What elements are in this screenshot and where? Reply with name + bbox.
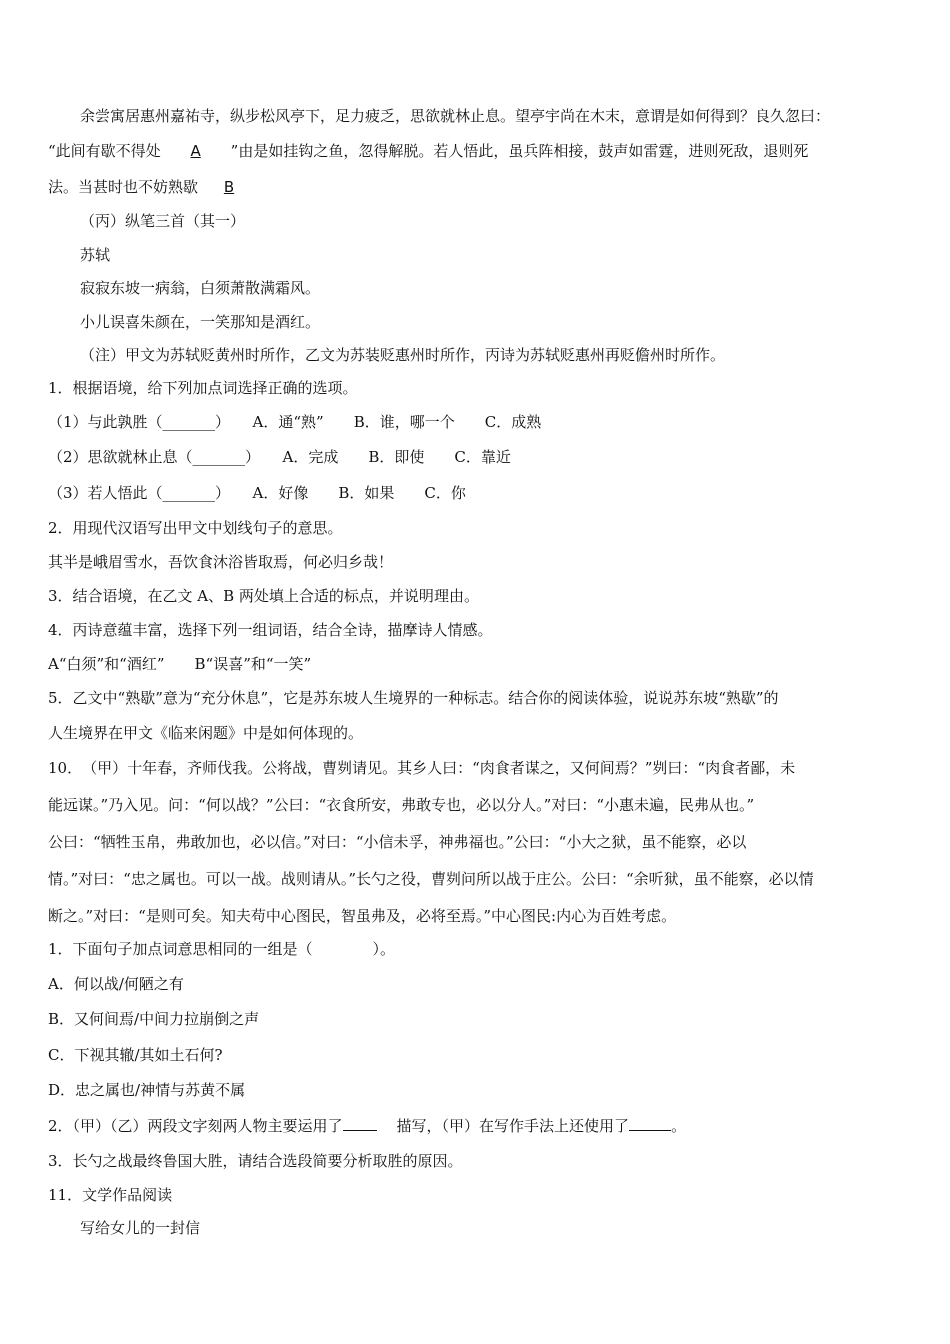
q9-1-item-2: （2）思欲就林止息（_______） A．完成 B．即使 C．靠近 — [48, 448, 511, 466]
q9-1-stem: 1．根据语境，给下列加点词选择正确的选项。 — [48, 379, 358, 397]
q10-2-blank-2 — [629, 1116, 671, 1131]
q10-2-part-1: 2．（甲）（乙）两段文字刻两人物主要运用了 — [48, 1117, 343, 1135]
poem-line-1: 寂寂东坡一病翁，白须萧散满霜风。 — [80, 279, 321, 297]
q9-1-item-3: （3）若人悟此（_______） A．好像 B．如果 C．你 — [48, 484, 466, 502]
q10-1-option-c: C．下视其辙/其如土石何? — [48, 1046, 223, 1064]
poem-note: （注）甲文为苏轼贬黄州时所作，乙文为苏装贬惠州时所作，丙诗为苏轼贬惠州再贬儋州时所作。 — [80, 346, 726, 364]
q9-2: 2．用现代汉语写出甲文中划线句子的意思。 — [48, 519, 343, 537]
poem-title: （丙）纵笔三首（其一） — [80, 212, 246, 230]
passage-b-line-3-start: 法。当甚时也不妨熟歇 — [48, 178, 199, 196]
q9-2-sentence: 其半是峨眉雪水，吾饮食沐浴皆取焉，何必归乡哉！ — [48, 553, 394, 571]
q9-4-options: A“白须”和“酒红” B“误喜”和“一笑” — [48, 655, 312, 673]
q10-3: 3．长勺之战最终鲁国大胜，请结合选段简要分析取胜的原因。 — [48, 1152, 463, 1170]
q11-heading: 11．文学作品阅读 — [48, 1186, 173, 1204]
passage-b-line-2 — [48, 141, 808, 161]
q10-1-option-b: B．又何间焉/中间力拉崩倒之声 — [48, 1010, 260, 1028]
passage-b-line-3 — [48, 177, 260, 197]
q10-passage-line-2: 能远谋。”乃入见。问：“何以战？”公曰：“衣食所安，弗敢专也，必以分人。”对曰：“小惠未遍，民弗从也。” — [48, 796, 755, 814]
q10-2-part-2: 描写，（甲）在写作手法上还使用了 — [396, 1117, 630, 1135]
q10-1: 1．下面句子加点词意思相同的一组是（ ）。 — [48, 940, 396, 958]
q10-passage-line-1: 10． （甲）十年春，齐师伐我。公将战，曹刿请见。其乡人曰：“肉食者谋之，又何间焉？”刿曰：“肉食者鄙，未 — [48, 759, 796, 777]
q11-title: 写给女儿的一封信 — [80, 1219, 201, 1237]
blank-b: B — [223, 178, 235, 196]
q10-1-option-a: A．何以战/何陋之有 — [48, 975, 184, 993]
q10-passage-line-5: 断之。”对曰：“是则可矣。知夫苟中心图民，智虽弗及，必将至焉。”中心图民:内心为百姓考虑。 — [48, 907, 677, 925]
q9-1-item-1: （1）与此孰胜（_______） A．通“熟” B．谁，哪一个 C．成熟 — [48, 413, 542, 431]
q9-3: 3．结合语境，在乙文 A、B 两处填上合适的标点，并说明理由。 — [48, 587, 479, 605]
q10-1-option-d: D．忠之属也/神情与苏黄不属 — [48, 1081, 246, 1099]
q10-passage-line-3: 公曰：“牺牲玉帛，弗敢加也，必以信。”对曰：“小信未孚，神弗福也。”公曰：“小大之狱，虽不能察，必以 — [48, 833, 747, 851]
passage-b-line-2-end: ”由是如挂钩之鱼，忽得解脱。若人悟此，虽兵阵相接，鼓声如雷霆，进则死敌，退则死 — [230, 142, 809, 160]
q10-2-blank-1 — [343, 1116, 377, 1131]
q10-2-part-3: 。 — [671, 1117, 687, 1135]
poem-line-2: 小儿误喜朱颜在，一笑那知是酒红。 — [80, 313, 321, 331]
q9-5-line-1: 5．乙文中“熟歇”意为“充分休息”，它是苏东坡人生境界的一种标志。结合你的阅读体验，说说苏东坡“熟歇”的 — [48, 689, 779, 707]
q9-5-line-2: 人生境界在甲文《临来闲题》中是如何体现的。 — [48, 724, 364, 742]
q9-4: 4．丙诗意蕴丰富，选择下列一组词语，结合全诗，描摩诗人情感。 — [48, 621, 493, 639]
blank-a: A — [190, 142, 201, 160]
q10-2 — [48, 1116, 686, 1136]
q10-passage-line-4: 情。”对曰：“忠之属也。可以一战。战则请从。”长勺之役，曹刿问所以战于庄公。公曰：“余听狱，虽不能察，必以情 — [48, 870, 814, 888]
poem-author: 苏轼 — [80, 246, 111, 264]
passage-b-line-1: 余尝寓居惠州嘉祐寺，纵步松风亭下，足力疲乏，思欲就林止息。望亭宇尚在木末，意谓是如何得到？良久忽曰： — [80, 107, 831, 125]
passage-b-line-2-start: “此间有歇不得处 — [48, 142, 161, 160]
